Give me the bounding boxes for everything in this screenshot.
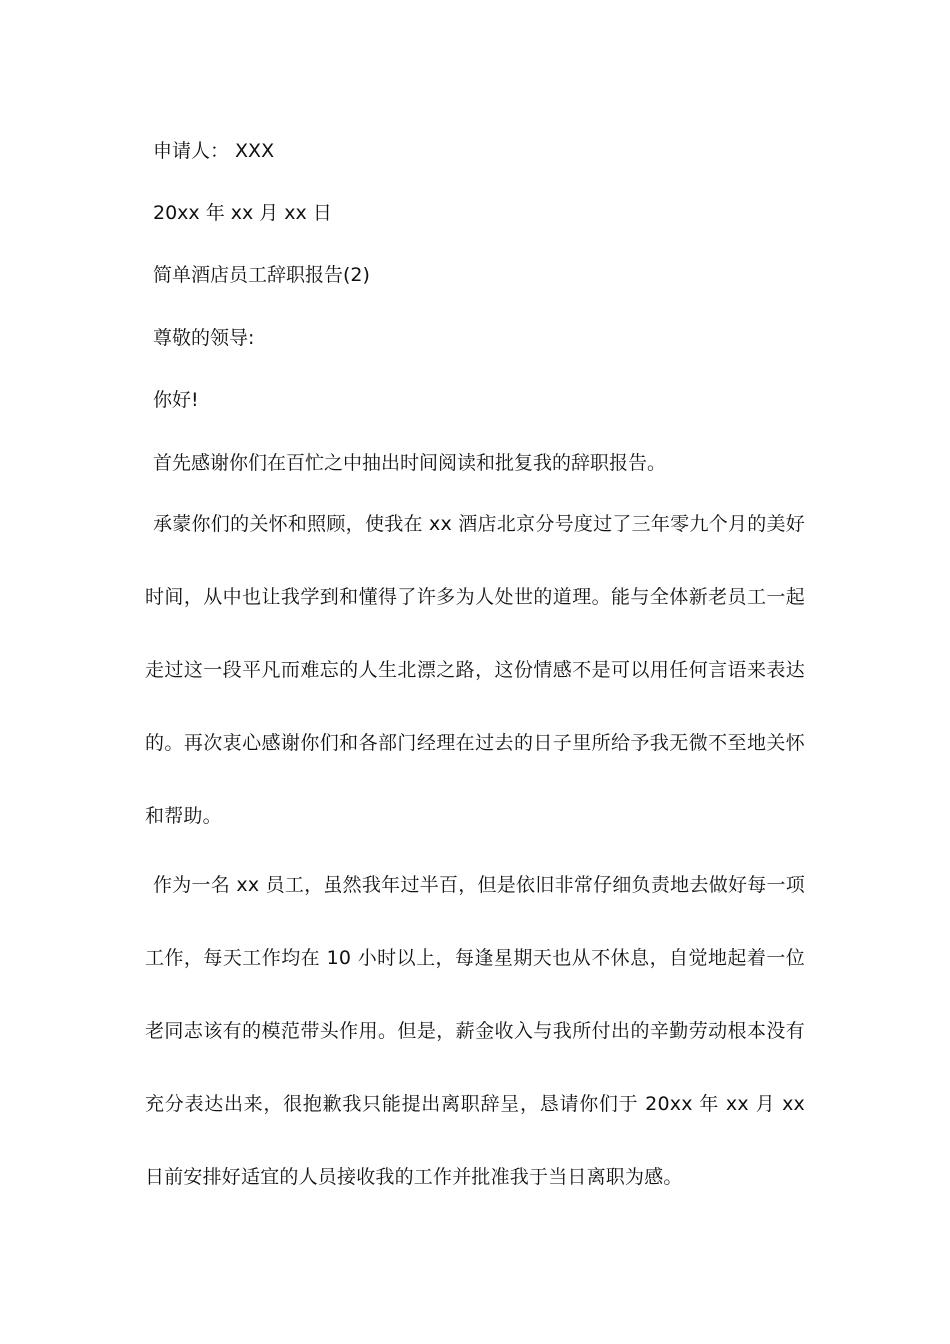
greeting: 你好!: [153, 389, 199, 411]
document-title: 简单酒店员工辞职报告(2): [153, 264, 370, 286]
paragraph-resignation: 作为一名 xx 员工，虽然我年过半百，但是依旧非常仔细负责地去做好每一项工作，每天工作均在 10 小时以上，每逢星期天也从不休息，自觉地起着一位老同志该有的模范带头作用。但是，薪金收入与我所付出的辛勤劳动根本没有充分表达出来，很抱歉我只能提出离职辞呈，恳请你们于 20xx 年 xx 月 xx 日前安排好适宜的人员接收我的工作并批准我于当日离职为感。: [145, 874, 805, 1188]
paragraph-intro: 首先感谢你们在百忙之中抽出时间阅读和批复我的辞职报告。: [153, 452, 667, 474]
applicant-line: 申请人： XXX: [153, 140, 275, 162]
date-line: 20xx 年 xx 月 xx 日: [153, 202, 332, 224]
salutation: 尊敬的领导:: [153, 327, 255, 349]
paragraph-gratitude: 承蒙你们的关怀和照顾，使我在 xx 酒店北京分号度过了三年零九个月的美好时间，从中也让我学到和懂得了许多为人处世的道理。能与全体新老员工一起走过这一段平凡而难忘的人生北漂之路，这份情感不是可以用任何言语来表达的。再次衷心感谢你们和各部门经理在过去的日子里所给予我无微不至地关怀和帮助。: [145, 513, 805, 827]
